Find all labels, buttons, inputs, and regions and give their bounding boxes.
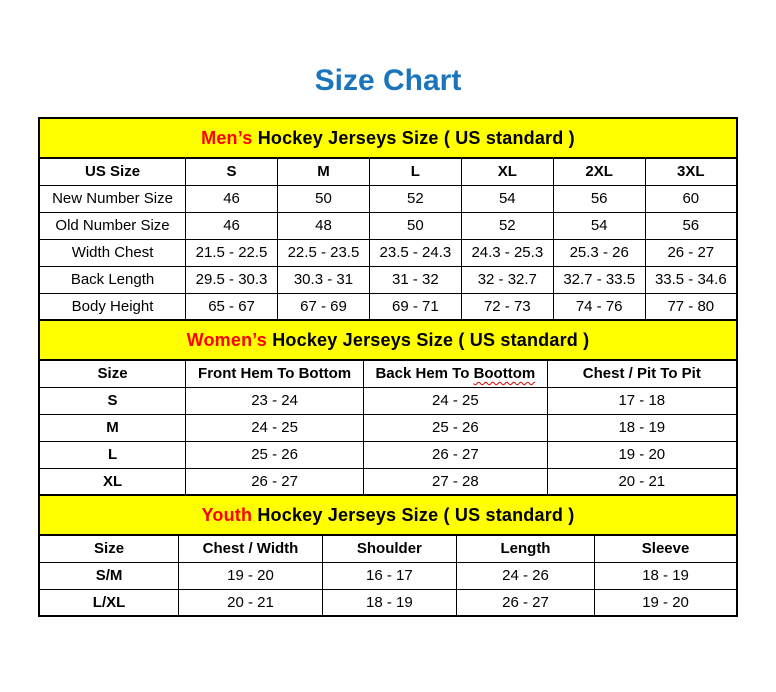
- womens-col-front-hem: Front Hem To Bottom: [186, 360, 364, 387]
- size-cell: 22.5 - 23.5: [278, 239, 370, 266]
- back-hem-label-prefix: Back Hem To: [375, 365, 470, 383]
- womens-size-table: [38, 319, 738, 496]
- table-row: [39, 441, 737, 468]
- size-cell: 24 - 25: [186, 414, 364, 441]
- size-cell: 29.5 - 30.3: [186, 266, 278, 293]
- size-cell: 24 - 26: [456, 562, 594, 589]
- youth-col-size: Size: [39, 535, 179, 562]
- mens-size-table: [38, 117, 738, 321]
- row-label: XL: [39, 468, 186, 495]
- table-row: [39, 589, 737, 616]
- size-cell: 56: [645, 212, 737, 239]
- back-hem-misspelled-word: Boottom: [473, 365, 536, 383]
- size-cell: 52: [369, 185, 461, 212]
- youth-column-header-row: [39, 535, 737, 562]
- mens-col-l: L: [369, 158, 461, 185]
- size-cell: 18 - 19: [595, 562, 737, 589]
- table-row: [39, 239, 737, 266]
- mens-title-rest: Hockey Jerseys Size ( US standard ): [257, 127, 575, 148]
- youth-col-length: Length: [456, 535, 594, 562]
- size-cell: 50: [369, 212, 461, 239]
- row-label: New Number Size: [39, 185, 186, 212]
- size-cell: 25 - 26: [186, 441, 364, 468]
- youth-section-header-row: [39, 495, 737, 535]
- mens-section-title: [39, 118, 737, 158]
- size-cell: 17 - 18: [547, 387, 737, 414]
- womens-section-header-row: [39, 320, 737, 360]
- size-cell: 16 - 17: [322, 562, 456, 589]
- size-cell: 30.3 - 31: [278, 266, 370, 293]
- size-cell: 27 - 28: [364, 468, 548, 495]
- size-cell: 33.5 - 34.6: [645, 266, 737, 293]
- table-row: [39, 562, 737, 589]
- size-cell: 23.5 - 24.3: [369, 239, 461, 266]
- youth-title-rest: Hockey Jerseys Size ( US standard ): [257, 504, 575, 525]
- womens-col-back-hem: [364, 360, 548, 387]
- row-label: L: [39, 441, 186, 468]
- mens-col-3xl: 3XL: [645, 158, 737, 185]
- row-label: L/XL: [39, 589, 179, 616]
- size-chart-page: [0, 64, 776, 617]
- size-cell: 46: [186, 185, 278, 212]
- table-row: [39, 293, 737, 320]
- youth-size-table: [38, 494, 738, 617]
- size-cell: 56: [553, 185, 645, 212]
- womens-title-highlight: Women’s: [186, 329, 268, 350]
- row-label: Old Number Size: [39, 212, 186, 239]
- size-cell: 52: [461, 212, 553, 239]
- table-row: [39, 414, 737, 441]
- youth-title-highlight: Youth: [201, 504, 253, 525]
- mens-col-m: M: [278, 158, 370, 185]
- table-row: [39, 266, 737, 293]
- row-label: Back Length: [39, 266, 186, 293]
- table-row: [39, 387, 737, 414]
- size-cell: 19 - 20: [595, 589, 737, 616]
- mens-col-2xl: 2XL: [553, 158, 645, 185]
- size-tables: [38, 117, 738, 617]
- womens-section-title: [39, 320, 737, 360]
- mens-col-us-size: US Size: [39, 158, 186, 185]
- size-cell: 72 - 73: [461, 293, 553, 320]
- youth-col-sleeve: Sleeve: [595, 535, 737, 562]
- size-cell: 20 - 21: [179, 589, 323, 616]
- size-cell: 31 - 32: [369, 266, 461, 293]
- size-cell: 48: [278, 212, 370, 239]
- size-cell: 19 - 20: [179, 562, 323, 589]
- row-label: Width Chest: [39, 239, 186, 266]
- mens-col-s: S: [186, 158, 278, 185]
- youth-col-chest-width: Chest / Width: [179, 535, 323, 562]
- size-cell: 69 - 71: [369, 293, 461, 320]
- size-cell: 32 - 32.7: [461, 266, 553, 293]
- womens-column-header-row: [39, 360, 737, 387]
- table-row: [39, 468, 737, 495]
- size-cell: 26 - 27: [186, 468, 364, 495]
- table-row: [39, 185, 737, 212]
- size-cell: 67 - 69: [278, 293, 370, 320]
- page-title: Size Chart: [314, 64, 462, 97]
- size-cell: 74 - 76: [553, 293, 645, 320]
- size-cell: 23 - 24: [186, 387, 364, 414]
- size-cell: 18 - 19: [322, 589, 456, 616]
- size-cell: 20 - 21: [547, 468, 737, 495]
- youth-section-title: [39, 495, 737, 535]
- row-label: M: [39, 414, 186, 441]
- size-cell: 18 - 19: [547, 414, 737, 441]
- mens-column-header-row: [39, 158, 737, 185]
- youth-col-shoulder: Shoulder: [322, 535, 456, 562]
- size-cell: 77 - 80: [645, 293, 737, 320]
- size-cell: 46: [186, 212, 278, 239]
- size-cell: 25.3 - 26: [553, 239, 645, 266]
- size-cell: 54: [553, 212, 645, 239]
- womens-title-rest: Hockey Jerseys Size ( US standard ): [272, 329, 590, 350]
- size-cell: 26 - 27: [364, 441, 548, 468]
- row-label: Body Height: [39, 293, 186, 320]
- size-cell: 21.5 - 22.5: [186, 239, 278, 266]
- size-cell: 50: [278, 185, 370, 212]
- size-cell: 54: [461, 185, 553, 212]
- size-cell: 32.7 - 33.5: [553, 266, 645, 293]
- size-cell: 24.3 - 25.3: [461, 239, 553, 266]
- size-cell: 60: [645, 185, 737, 212]
- row-label: S/M: [39, 562, 179, 589]
- size-cell: 65 - 67: [186, 293, 278, 320]
- womens-col-chest-pit: Chest / Pit To Pit: [547, 360, 737, 387]
- mens-section-header-row: [39, 118, 737, 158]
- row-label: S: [39, 387, 186, 414]
- size-cell: 26 - 27: [645, 239, 737, 266]
- size-cell: 26 - 27: [456, 589, 594, 616]
- size-cell: 19 - 20: [547, 441, 737, 468]
- womens-col-size: Size: [39, 360, 186, 387]
- mens-title-highlight: Men’s: [201, 127, 253, 148]
- mens-col-xl: XL: [461, 158, 553, 185]
- size-cell: 24 - 25: [364, 387, 548, 414]
- size-cell: 25 - 26: [364, 414, 548, 441]
- table-row: [39, 212, 737, 239]
